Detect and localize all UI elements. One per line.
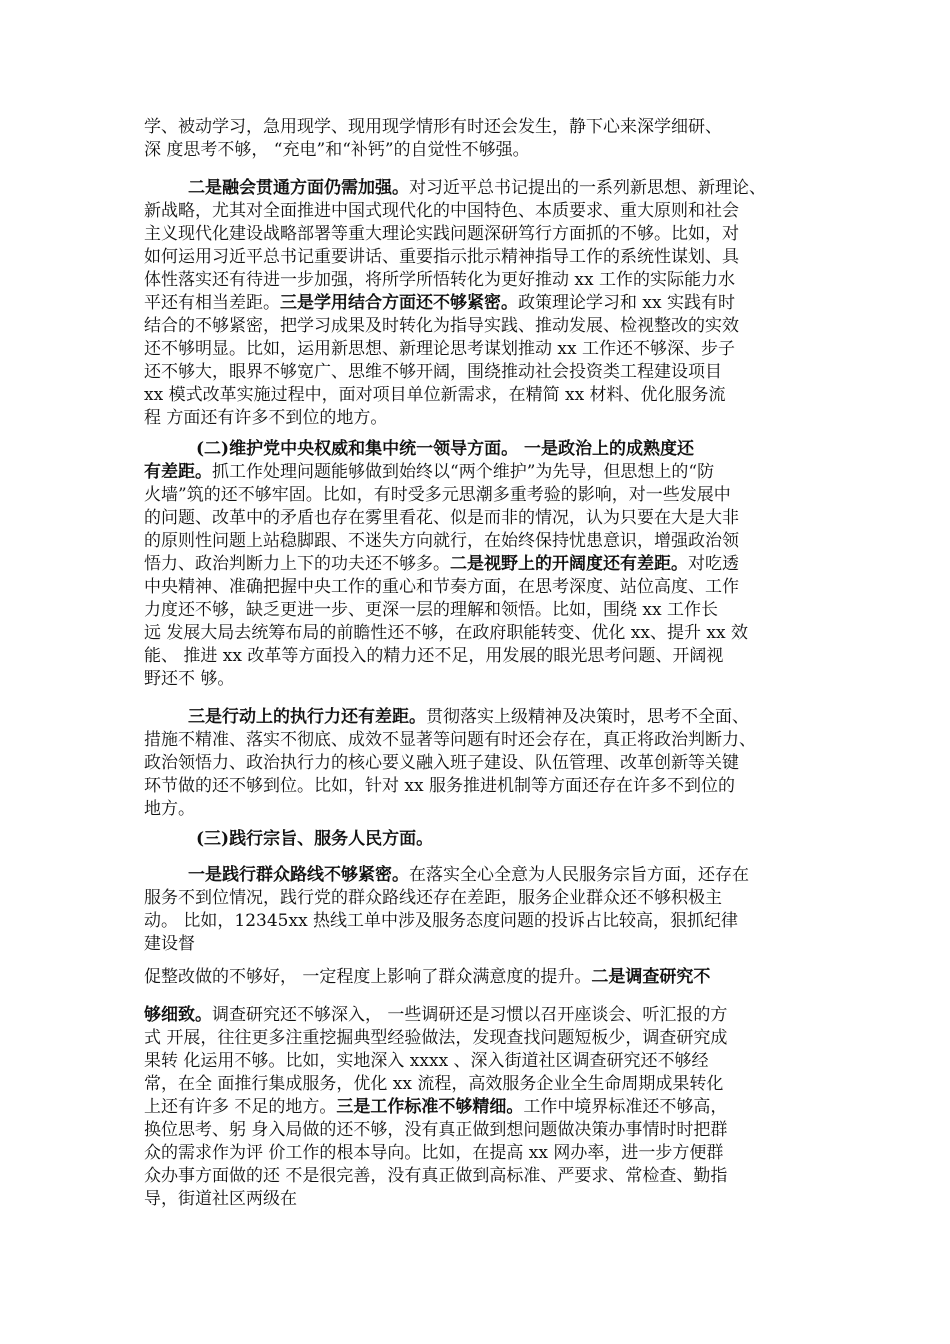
text-line: 能、 推进 xx 改革等方面投入的精力还不足，用发展的眼光思考问题、开阔视: [144, 646, 724, 666]
text-line: 上还有许多 不足的地方。三是工作标准不够精细。工作中境界标准还不够高，: [144, 1097, 728, 1117]
text-line: 深 度思考不够， “充电”和“补钙”的自觉性不够强。: [144, 140, 530, 160]
section-heading: (二)维护党中央权威和集中统一领导方面。 一是政治上的成熟度还: [196, 439, 695, 459]
text-line: 结合的不够紧密，把学习成果及时转化为指导实践、推动发展、检视整改的实效: [144, 316, 739, 336]
bold-heading: 有差距。: [144, 462, 212, 482]
text-line: 二是融会贯通方面仍需加强。对习近平总书记提出的一系列新思想、新理论、: [188, 178, 766, 198]
text-line: 远 发展大局去统筹布局的前瞻性还不够，在政府职能转变、优化 xx、提升 xx 效: [144, 623, 748, 643]
text-line: 式 开展，往往更多注重挖掘典型经验做法，发现查找问题短板少，调查研究成: [144, 1028, 728, 1048]
bold-heading: 二是调查研究不: [591, 967, 711, 987]
text-line: 众的需求作为评 价工作的根本导向。比如，在提高 xx 网办率，进一步方便群: [144, 1143, 724, 1163]
bold-heading: 一是践行群众路线不够紧密。: [188, 865, 409, 885]
text-line: 悟力、政治判断力上下的功夫还不够多。二是视野上的开阔度还有差距。对吃透: [144, 554, 739, 574]
text-line: 地方。: [144, 799, 195, 819]
text-line: 体性落实还有待进一步加强，将所学所悟转化为更好推动 xx 工作的实际能力水: [144, 270, 735, 290]
text-line: 促整改做的不够好， 一定程度上影响了群众满意度的提升。二是调查研究不: [144, 967, 711, 987]
section-heading: (三)践行宗旨、服务人民方面。: [196, 829, 434, 849]
text-line: 政治领悟力、政治执行力的核心要义融入班子建设、队伍管理、改革创新等关键: [144, 753, 739, 773]
text-line: 有差距。抓工作处理问题能够做到始终以“两个维护”为先导，但思想上的“防: [144, 462, 715, 482]
text-line: 野还不 够。: [144, 669, 235, 689]
bold-heading: 二是视野上的开阔度还有差距。: [450, 554, 688, 574]
text-line: 的原则性问题上站稳脚跟、不迷失方向就行，在始终保持忧患意识，增强政治领: [144, 531, 739, 551]
text-line: 还不够大，眼界不够宽广、思维不够开阔，围绕推动社会投资类工程建设项目: [144, 362, 722, 382]
bold-heading: 三是行动上的执行力还有差距。: [188, 707, 426, 727]
text-line: 动。 比如，12345xx 热线工单中涉及服务态度问题的投诉占比较高，狠抓纪律: [144, 911, 739, 931]
text-line: 力度还不够，缺乏更进一步、更深一层的理解和领悟。比如，围绕 xx 工作长: [144, 600, 718, 620]
text-line: 导，街道社区两级在: [144, 1189, 297, 1209]
text-line: 中央精神、准确把握中央工作的重心和节奏方面，在思考深度、站位高度、工作: [144, 577, 739, 597]
text-line: 建设督: [144, 934, 195, 954]
text-line: 的问题、改革中的矛盾也存在雾里看花、似是而非的情况，认为只要在大是大非: [144, 508, 739, 528]
bold-heading: 够细致。: [144, 1005, 212, 1025]
text-line: 主义现代化建设战略部署等重大理论实践问题深研笃行方面抓的不够。比如，对: [144, 224, 739, 244]
text-line: 如何运用习近平总书记重要讲话、重要指示批示精神指导工作的系统性谋划、具: [144, 247, 739, 267]
text-line: 程 方面还有许多不到位的地方。: [144, 408, 388, 428]
text-line: 够细致。调查研究还不够深入， 一些调研还是习惯以召开座谈会、听汇报的方: [144, 1005, 728, 1025]
text-line: 常，在全 面推行集成服务，优化 xx 流程，高效服务企业全生命周期成果转化: [144, 1074, 724, 1094]
text-line: 新战略，尤其对全面推进中国式现代化的中国特色、本质要求、重大原则和社会: [144, 201, 739, 221]
text-line: 果转 化运用不够。比如，实地深入 xxxx 、深入街道社区调查研究还不够经: [144, 1051, 709, 1071]
text-line: 措施不精准、落实不彻底、成效不显著等问题有时还会存在，真正将政治判断力、: [144, 730, 756, 750]
text-line: 平还有相当差距。三是学用结合方面还不够紧密。政策理论学习和 xx 实践有时: [144, 293, 735, 313]
text-line: xx 模式改革实施过程中，面对项目单位新需求，在精简 xx 材料、优化服务流: [144, 385, 726, 405]
bold-heading: 二是融会贯通方面仍需加强。: [188, 178, 409, 198]
text-line: 服务不到位情况，践行党的群众路线还存在差距，服务企业群众还不够积极主: [144, 888, 722, 908]
text-line: 学、被动学习，急用现学、现用现学情形有时还会发生，静下心来深学细研、: [144, 117, 722, 137]
text-line: 三是行动上的执行力还有差距。贯彻落实上级精神及决策时，思考不全面、: [188, 707, 749, 727]
text-line: 一是践行群众路线不够紧密。在落实全心全意为人民服务宗旨方面，还存在: [188, 865, 749, 885]
text-line: 众办事方面做的还 不是很完善，没有真正做到高标准、严要求、常检查、勤指: [144, 1166, 728, 1186]
text-line: 火墙”筑的还不够牢固。比如，有时受多元思潮多重考验的影响，对一些发展中: [144, 485, 731, 505]
bold-heading: 三是学用结合方面还不够紧密。: [280, 293, 518, 313]
text-line: 还不够明显。比如，运用新思想、新理论思考谋划推动 xx 工作还不够深、步子: [144, 339, 735, 359]
text-line: 环节做的还不够到位。比如，针对 xx 服务推进机制等方面还存在许多不到位的: [144, 776, 735, 796]
bold-heading: 三是工作标准不够精细。: [336, 1097, 524, 1117]
text-line: 换位思考、躬 身入局做的还不够，没有真正做到想问题做决策办事情时时把群: [144, 1120, 728, 1140]
